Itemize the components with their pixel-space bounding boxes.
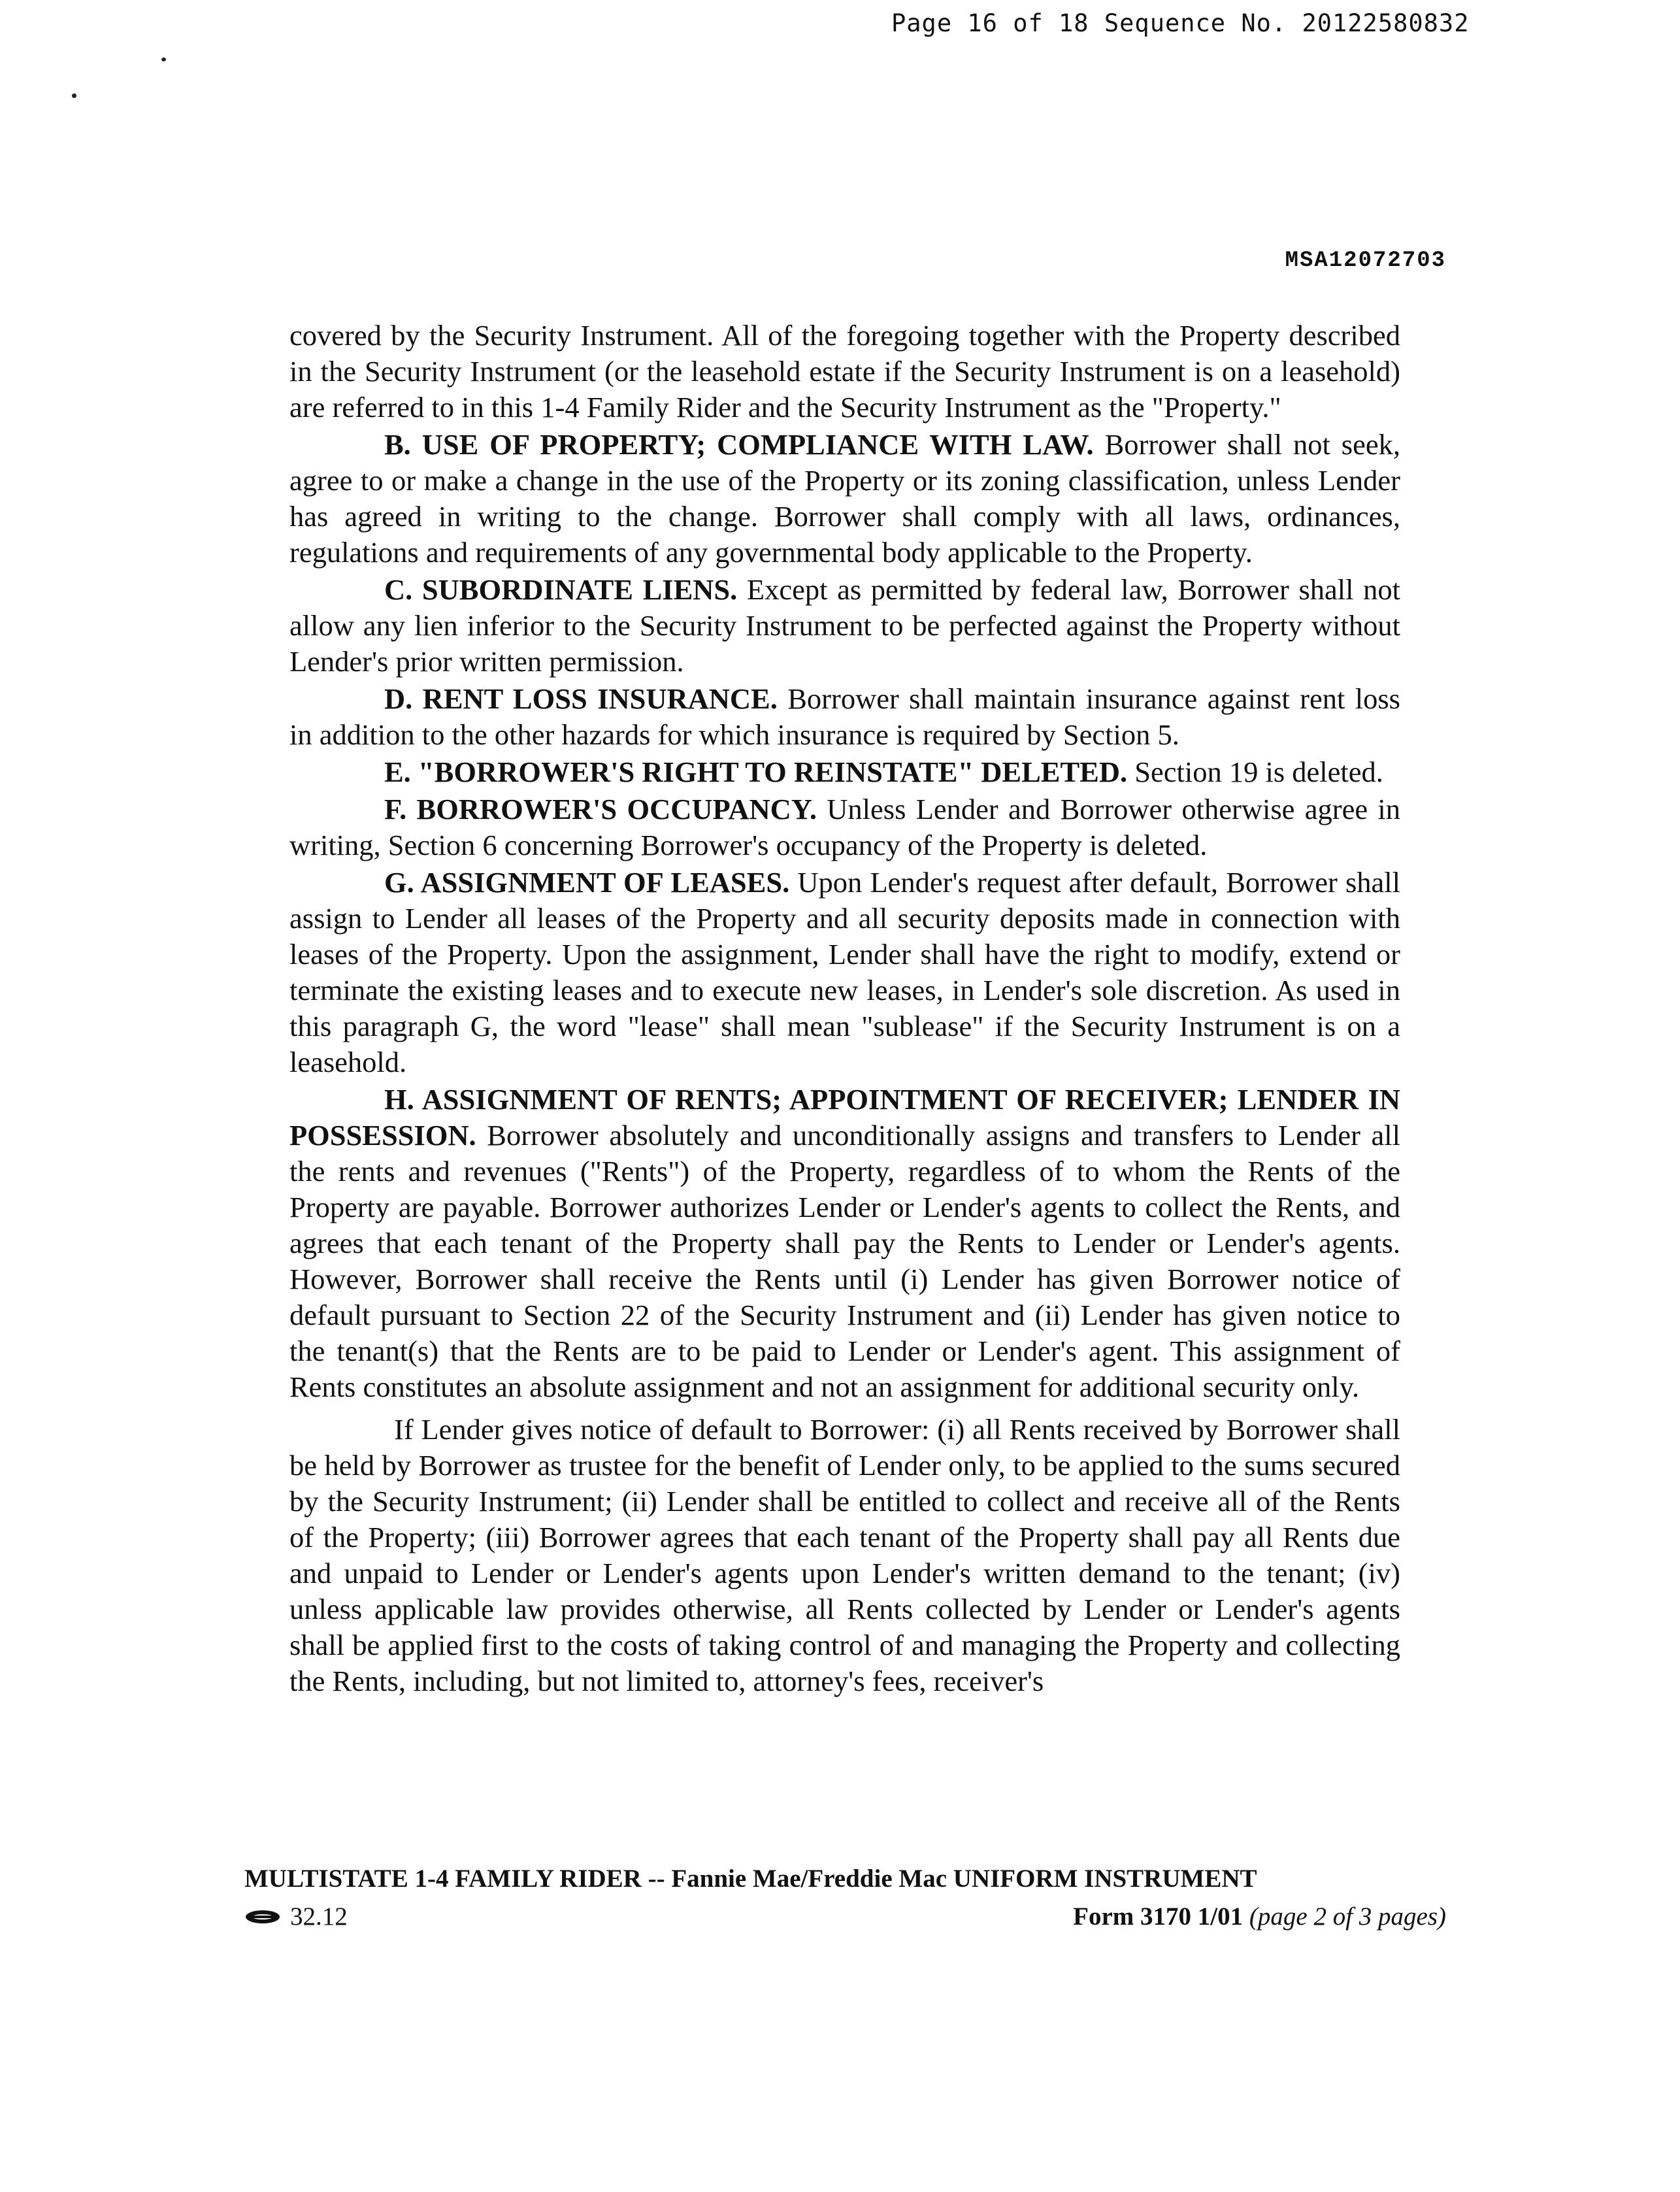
section-d [289, 681, 1400, 753]
section-h [289, 1082, 1400, 1405]
section-g [289, 865, 1400, 1080]
section-heading: G. ASSIGNMENT OF LEASES. [384, 866, 790, 899]
section-heading: D. RENT LOSS INSURANCE. [384, 682, 778, 715]
section-heading: E. "BORROWER'S RIGHT TO REINSTATE" DELETED. [384, 756, 1128, 788]
section-text: Borrower shall not seek, agree to or make a change in the use of the Property or its zoning classification, unless Lender has agreed in writing to the change. Borrower shall comply with all laws, ordinances, regulations and requirements of any governmental body applicable to the Property. [289, 428, 1400, 569]
default-notice-paragraph: If Lender gives notice of default to Borrower: (i) all Rents received by Borrower shall be held by Borrower as trustee for the benefit of Lender only, to be applied to the sums secured by the Security Instrument; (ii) Lender shall be entitled to collect and receive all of the Rents of the Property; (iii) Borrower agrees that each tenant of the Property shall pay all Rents due and unpaid to Lender or Lender's agents upon Lender's written demand to the tenant; (iv) unless applicable law provides otherwise, all Rents collected by Lender or Lender's agents shall be applied first to the costs of taking control of and managing the Property and collecting the Rents, including, but not limited to, attorney's fees, receiver's [289, 1413, 1400, 1697]
section-text: Borrower absolutely and unconditionally assigns and transfers to Lender all the rents and revenues ("Rents") of the Property, regardless of to whom the Rents of the Property are payable. Borrower authorizes Lender or Lender's agents to collect the Rents, and agrees that each tenant of the Property shall pay the Rents to Lender or Lender's agents. However, Borrower shall receive the Rents until (i) Lender has given Borrower notice of default pursuant to Section 22 of the Security Instrument and (ii) Lender has given notice to the tenant(s) that the Rents are to be paid to Lender or Lender's agent. This assignment of Rents constitutes an absolute assignment and not an assignment for additional security only. [289, 1119, 1400, 1403]
form-code-text: 32.12 [290, 1902, 348, 1931]
section-text: Upon Lender's request after default, Borrower shall assign to Lender all leases of the Property and all security deposits made in connection with leases of the Property. Upon the assignment, Lender shall have the right to modify, extend or terminate the existing leases and to execute new leases, in Lender's sole discretion. As used in this paragraph G, the word "lease" shall mean "sublease" if the Security Instrument is on a leasehold. [289, 866, 1400, 1078]
form-vendor-logo-icon [244, 1909, 281, 1925]
section-e [289, 754, 1400, 790]
scan-speck [161, 58, 166, 61]
section-heading: F. BORROWER'S OCCUPANCY. [384, 793, 817, 825]
page-info: (page 2 of 3 pages) [1249, 1902, 1446, 1931]
section-text: Except as permitted by federal law, Borrower shall not allow any lien inferior to the Security Instrument to be perfected against the Property without Lender's prior written permission. [289, 573, 1400, 678]
section-heading: C. SUBORDINATE LIENS. [384, 573, 738, 606]
intro-paragraph: covered by the Security Instrument. All of the foregoing together with the Property described in the Security Instrument (or the leasehold estate if the Security Instrument is on a leasehold) are referred to in this 1-4 Family Rider and the Security Instrument as the "Property." [289, 319, 1400, 423]
section-text: Borrower shall maintain insurance against rent loss in addition to the other hazards for which insurance is required by Section 5. [289, 682, 1400, 751]
section-b [289, 427, 1400, 571]
section-c [289, 572, 1400, 680]
section-heading: H. ASSIGNMENT OF RENTS; APPOINTMENT OF RECEIVER; LENDER IN POSSESSION. [289, 1083, 1400, 1152]
page-sequence-header: Page 16 of 18 Sequence No. 20122580832 [891, 9, 1470, 37]
footer-form-info [1073, 1902, 1446, 1931]
section-text: Unless Lender and Borrower otherwise agree in writing, Section 6 concerning Borrower's occupancy of the Property is deleted. [289, 793, 1400, 861]
footer-form-code [244, 1902, 348, 1931]
section-text: Section 19 is deleted. [1127, 756, 1383, 788]
footer-title: MULTISTATE 1-4 FAMILY RIDER -- Fannie Mae/Freddie Mac UNIFORM INSTRUMENT [244, 1865, 1257, 1893]
section-f [289, 791, 1400, 863]
form-number: Form 3170 1/01 [1073, 1902, 1244, 1931]
scan-speck [72, 93, 76, 98]
rider-body [289, 318, 1400, 1701]
section-heading: B. USE OF PROPERTY; COMPLIANCE WITH LAW. [384, 428, 1094, 461]
document-id: MSA12072703 [1285, 248, 1446, 273]
